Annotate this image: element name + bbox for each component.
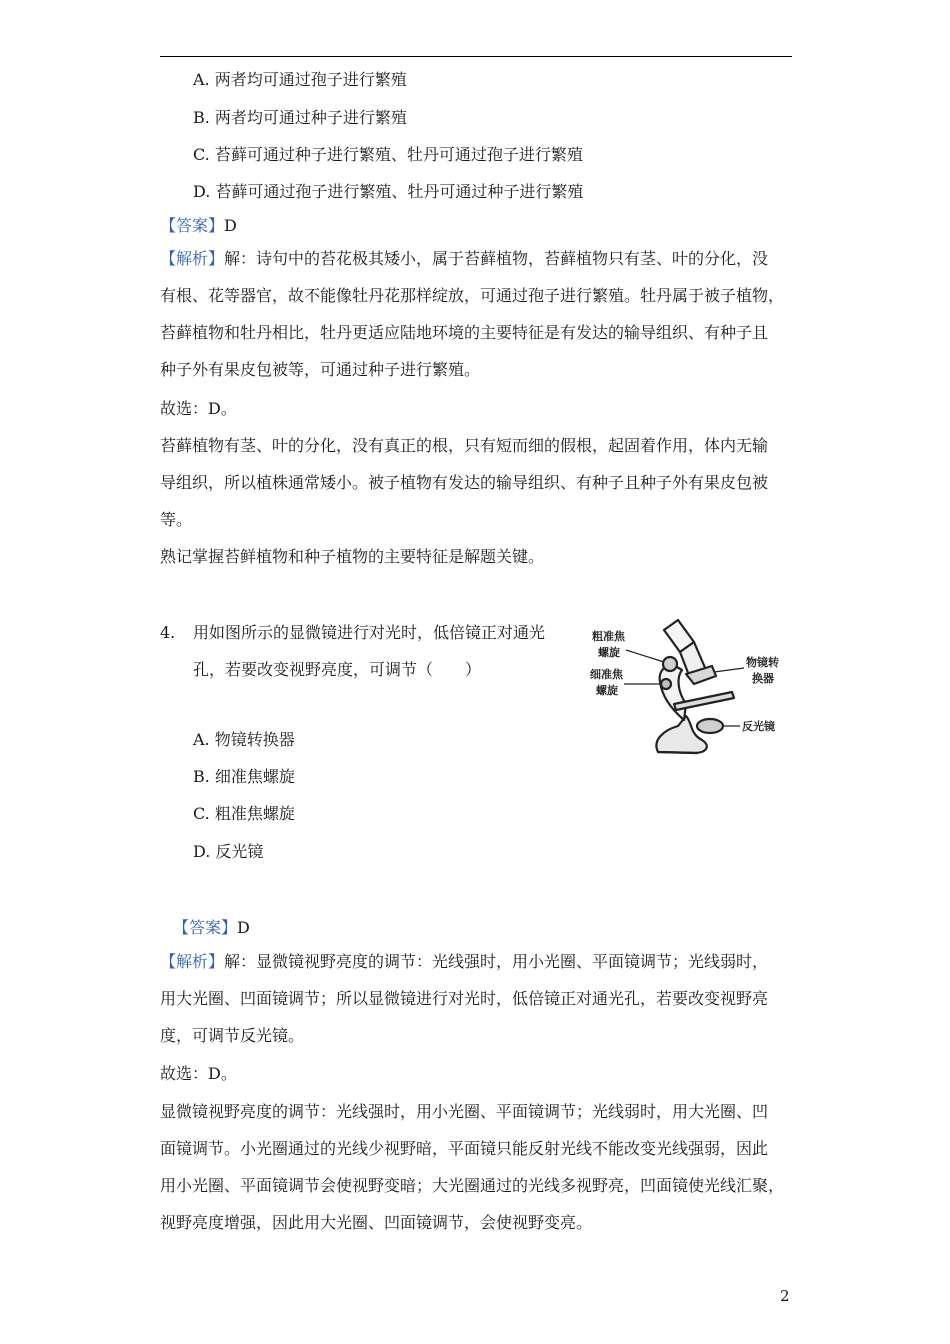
q3-analysis-tag: 【解析】 (160, 249, 225, 268)
q4-option-c: C. 粗准焦螺旋 (193, 804, 295, 823)
q4-answer-tag: 【答案】 (173, 918, 238, 937)
q4-note-line-4: 视野亮度增强，因此用大光圈、凹面镜调节，会使视野变亮。 (160, 1213, 593, 1232)
q3-option-a: A. 两者均可通过孢子进行繁殖 (193, 70, 407, 89)
q4-analysis-line-1 (160, 950, 768, 974)
q4-analysis-line-3: 度，可调节反光镜。 (160, 1026, 305, 1045)
header-rule (160, 56, 792, 57)
q4-number: 4. (160, 623, 176, 642)
q3-note-line-1: 苔藓植物有茎、叶的分化，没有真正的根，只有短而细的假根，起固着作用，体内无输 (160, 436, 769, 455)
q4-stem-line-2: 孔，若要改变视野亮度，可调节（ ） (193, 660, 482, 679)
label-fine-1: 细准焦 (590, 668, 623, 681)
q4-option-b: B. 细准焦螺旋 (193, 767, 295, 786)
q3-answer-tag: 【答案】 (160, 216, 225, 235)
q4-note-line-1: 显微镜视野亮度的调节：光线强时，用小光圈、平面镜调节；光线弱时，用大光圈、凹 (160, 1102, 769, 1121)
q3-answer-value: D (224, 216, 237, 235)
label-fine-2: 螺旋 (596, 684, 618, 697)
microscope-figure (586, 612, 796, 762)
label-mirror: 反光镜 (742, 720, 775, 733)
q4-option-a: A. 物镜转换器 (193, 730, 295, 749)
q4-answer-value: D (237, 918, 250, 937)
q4-option-d: D. 反光镜 (193, 842, 264, 861)
q3-choose: 故选：D。 (160, 399, 237, 418)
q3-option-c: C. 苔藓可通过种子进行繁殖、牡丹可通过孢子进行繁殖 (193, 145, 583, 164)
q3-note-line-3: 等。 (160, 510, 193, 529)
q4-note-line-2: 面镜调节。小光圈通过的光线少视野暗，平面镜只能反射光线不能改变光线强弱，因此 (160, 1139, 769, 1158)
q4-analysis-line-2: 用大光圈、凹面镜调节；所以显微镜进行对光时，低倍镜正对通光孔，若要改变视野亮 (160, 989, 769, 1008)
q4-analysis-tag: 【解析】 (160, 952, 225, 971)
q3-analysis-line-1 (160, 247, 768, 271)
q3-analysis-text-1: 解：诗句中的苔花极其矮小，属于苔藓植物，苔藓植物只有茎、叶的分化，没 (224, 249, 769, 268)
label-coarse-1: 粗准焦 (592, 630, 625, 643)
q3-analysis-line-3: 苔藓植物和牡丹相比，牡丹更适应陆地环境的主要特征是有发达的输导组织、有种子且 (160, 323, 769, 342)
q3-analysis-line-4: 种子外有果皮包被等，可通过种子进行繁殖。 (160, 360, 481, 379)
q4-answer (173, 916, 250, 940)
q4-choose: 故选：D。 (160, 1064, 237, 1083)
q3-note-line-2: 导组织，所以植株通常矮小。被子植物有发达的输导组织、有种子且种子外有果皮包被 (160, 473, 769, 492)
q4-analysis-text-1: 解：显微镜视野亮度的调节：光线强时，用小光圈、平面镜调节；光线弱时， (224, 952, 769, 971)
q4-note-line-3: 用小光圈、平面镜调节会使视野变暗；大光圈通过的光线多视野亮，凹面镜使光线汇聚， (160, 1176, 785, 1195)
page-number: 2 (780, 1287, 790, 1305)
label-nosepiece-1: 物镜转 (746, 656, 779, 669)
label-coarse-2: 螺旋 (598, 646, 620, 659)
label-nosepiece-2: 换器 (752, 672, 774, 685)
q3-analysis-line-2: 有根、花等器官，故不能像牡丹花那样绽放，可通过孢子进行繁殖。牡丹属于被子植物， (160, 286, 785, 305)
q4-stem-line-1: 用如图所示的显微镜进行对光时，低倍镜正对通光 (193, 623, 546, 642)
q3-option-d: D. 苔藓可通过孢子进行繁殖、牡丹可通过种子进行繁殖 (193, 182, 584, 201)
q3-answer (160, 214, 237, 238)
q3-option-b: B. 两者均可通过种子进行繁殖 (193, 108, 407, 127)
q3-key-point: 熟记掌握苔鲜植物和种子植物的主要特征是解题关键。 (160, 547, 545, 566)
